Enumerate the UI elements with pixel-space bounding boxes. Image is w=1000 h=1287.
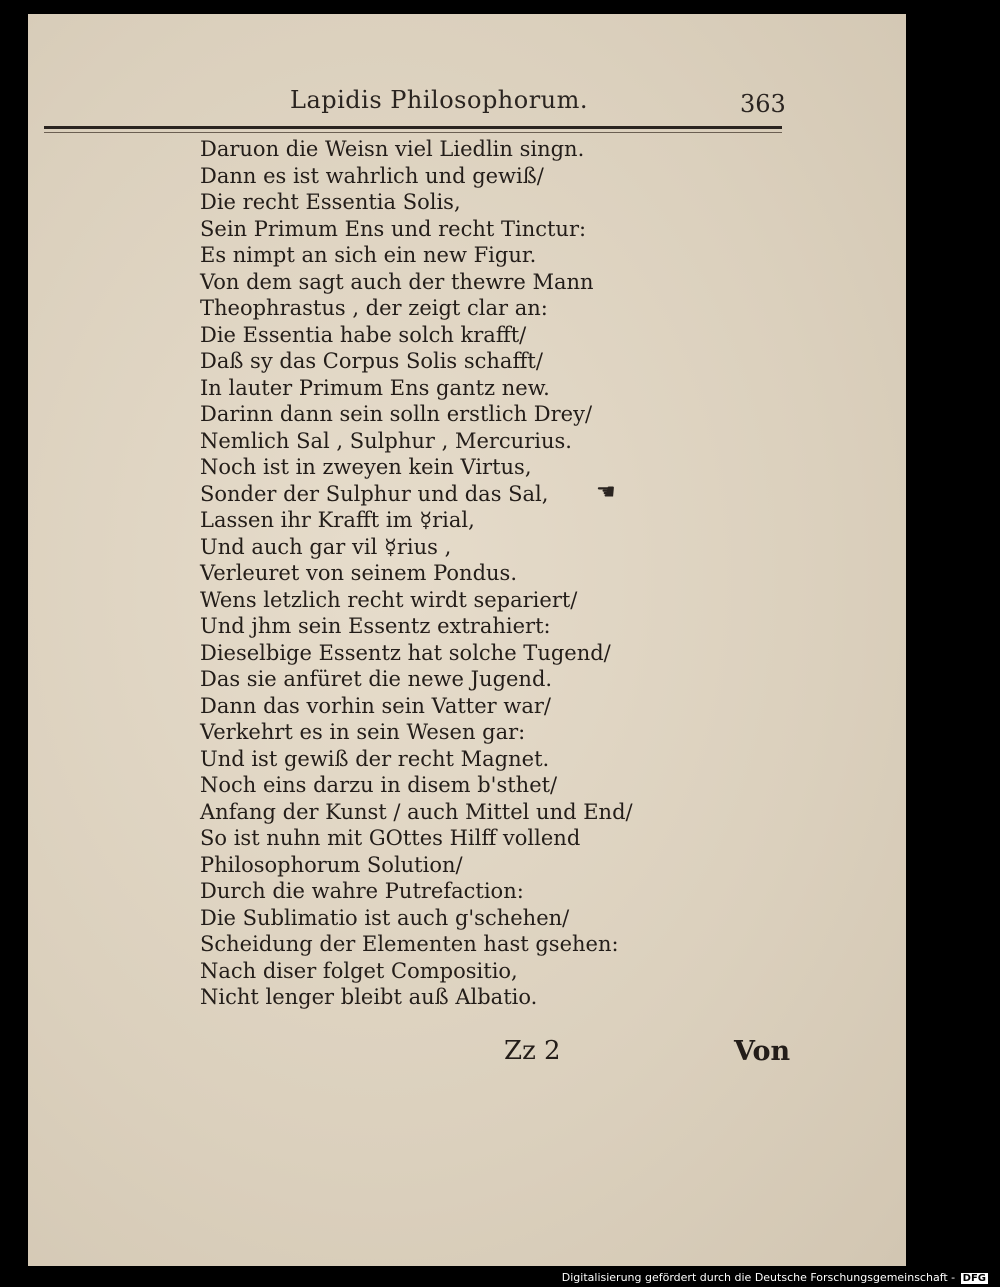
verse-line: Dann es ist wahrlich und gewiß/ — [200, 163, 544, 188]
verse-line: Verleuret von seinem Pondus. — [200, 561, 517, 585]
verse-text — [200, 136, 720, 1011]
verse-line: Verkehrt es in sein Wesen gar: — [200, 720, 526, 744]
verse-line: Daruon die Weisn viel Liedlin singn. — [200, 137, 585, 161]
footer-text: Digitalisierung gefördert durch die Deutsche Forschungsgemeinschaft - — [561, 1271, 956, 1284]
pointing-hand-icon: ☚ — [596, 480, 616, 505]
verse-line: Dieselbige Essentz hat solche Tugend/ — [200, 640, 611, 665]
verse-line: Scheidung der Elementen hast gsehen: — [200, 932, 619, 956]
verse-line: Und jhm sein Essentz extrahiert: — [200, 614, 551, 638]
verse-line: Sein Primum Ens und recht Tinctur: — [200, 216, 587, 241]
running-title: Lapidis Philosophorum. — [290, 86, 589, 114]
dfg-logo: DFG — [962, 1273, 986, 1284]
verse-line: Darinn dann sein solln erstlich Drey/ — [200, 402, 593, 426]
verse-line: Anfang der Kunst / auch Mittel und End/ — [200, 799, 633, 824]
verse-line: Und auch gar vil ☿rius , — [200, 534, 452, 559]
verse-line: Noch eins darzu in disem b'sthet/ — [200, 773, 558, 797]
verse-line: Sonder der Sulphur und das Sal, — [200, 481, 549, 506]
catchword: Von — [734, 1036, 791, 1067]
verse-line: Daß sy das Corpus Solis schafft/ — [200, 349, 543, 373]
verse-line: Philosophorum Solution/ — [200, 852, 463, 877]
running-header — [28, 86, 906, 126]
verse-line: Die Essentia habe solch krafft/ — [200, 322, 527, 347]
verse-line: So ist nuhn mit GOttes Hilff vollend — [200, 826, 581, 850]
verse-line: Von dem sagt auch der thewre Mann — [200, 269, 594, 294]
verse-line: Es nimpt an sich ein new Figur. — [200, 243, 537, 267]
page-number: 363 — [740, 90, 786, 118]
verse-line: Nicht lenger bleibt auß Albatio. — [200, 985, 538, 1009]
header-rule — [44, 126, 782, 129]
verse-line: In lauter Primum Ens gantz new. — [200, 375, 550, 400]
verse-line: Noch ist in zweyen kein Virtus, — [200, 455, 532, 479]
verse-line: Nach diser folget Compositio, — [200, 958, 518, 983]
book-page — [28, 14, 906, 1266]
verse-line: Und ist gewiß der recht Magnet. — [200, 746, 550, 771]
verse-line: Dann das vorhin sein Vatter war/ — [200, 693, 551, 718]
verse-line: Lassen ihr Krafft im ☿rial, — [200, 508, 475, 532]
verse-line: Die Sublimatio ist auch g'schehen/ — [200, 905, 570, 930]
verse-line: Die recht Essentia Solis, — [200, 190, 461, 214]
verse-line: Durch die wahre Putrefaction: — [200, 879, 524, 903]
header-rule-thin — [44, 132, 782, 133]
verse-line: Das sie anfüret die newe Jugend. — [200, 667, 553, 691]
verse-line: Nemlich Sal , Sulphur , Mercurius. — [200, 428, 572, 453]
verse-line: Theophrastus , der zeigt clar an: — [200, 296, 548, 320]
verse-line: Wens letzlich recht wirdt separiert/ — [200, 587, 578, 612]
digitization-footer — [562, 1271, 988, 1284]
signature-mark: Zz 2 — [504, 1036, 561, 1066]
